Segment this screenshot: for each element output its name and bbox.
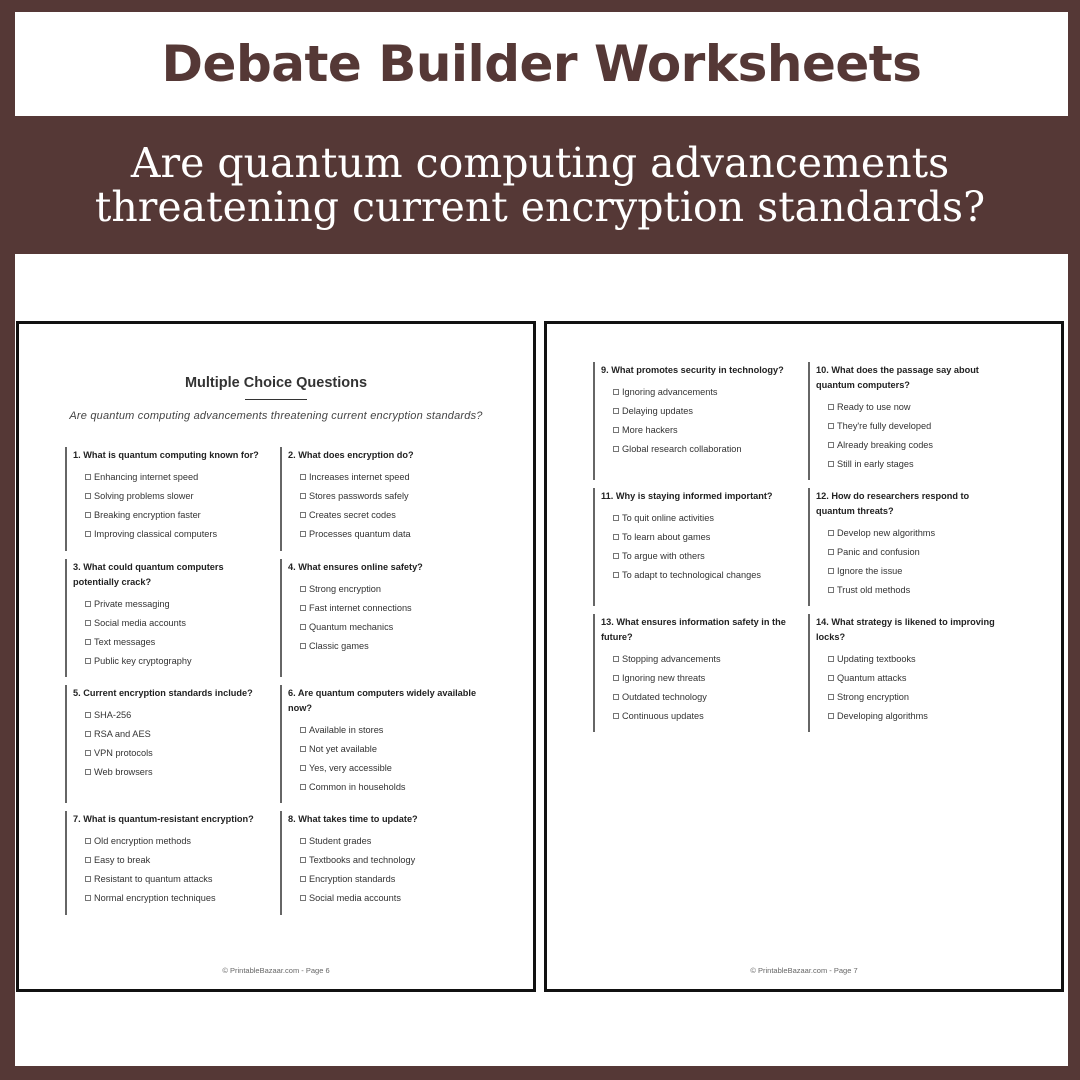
answer-option[interactable]: Ignoring new threats — [601, 669, 793, 688]
question-block — [593, 614, 793, 732]
question-text: 1. What is quantum computing known for? — [73, 450, 259, 460]
checkbox-icon — [828, 442, 834, 448]
page-footer: © PrintableBazaar.com - Page 6 — [222, 966, 330, 975]
checkbox-icon — [300, 765, 306, 771]
debate-question-line-2: threatening current encryption standards? — [94, 183, 986, 231]
checkbox-icon — [613, 675, 619, 681]
answer-option[interactable]: Public key cryptography — [73, 652, 265, 671]
worksheet-page-left — [16, 321, 536, 992]
answer-option[interactable]: Strong encryption — [288, 580, 480, 599]
checkbox-icon — [613, 408, 619, 414]
checkbox-icon — [85, 601, 91, 607]
question-text: 12. How do researchers respond to quantum threats? — [816, 491, 970, 516]
checkbox-icon — [85, 731, 91, 737]
checkbox-icon — [300, 876, 306, 882]
checkbox-icon — [85, 750, 91, 756]
checkbox-icon — [85, 895, 91, 901]
answer-option[interactable]: Social media accounts — [73, 614, 265, 633]
page-footer: © PrintableBazaar.com - Page 7 — [750, 966, 858, 975]
question-text: 10. What does the passage say about quantum computers? — [816, 365, 979, 390]
checkbox-icon — [828, 656, 834, 662]
answer-option[interactable]: Ignoring advancements — [601, 383, 793, 402]
checkbox-icon — [85, 876, 91, 882]
checkbox-icon — [613, 427, 619, 433]
checkbox-icon — [300, 857, 306, 863]
answer-option[interactable]: Easy to break — [73, 851, 265, 870]
question-block — [593, 362, 793, 480]
question-text: 5. Current encryption standards include? — [73, 688, 253, 698]
answer-option[interactable]: Continuous updates — [601, 707, 793, 726]
answer-option[interactable]: Ready to use now — [816, 398, 1008, 417]
question-block — [65, 447, 265, 551]
answer-option[interactable]: Already breaking codes — [816, 436, 1008, 455]
checkbox-icon — [300, 895, 306, 901]
page-subtitle: Are quantum computing advancements threatening current encryption standards? — [69, 410, 483, 422]
question-text: 4. What ensures online safety? — [288, 562, 423, 572]
answer-option[interactable]: Global research collaboration — [601, 440, 793, 459]
answer-option[interactable]: Stores passwords safely — [288, 487, 480, 506]
answer-option[interactable]: Delaying updates — [601, 402, 793, 421]
checkbox-icon — [613, 656, 619, 662]
answer-option[interactable]: VPN protocols — [73, 744, 265, 763]
checkbox-icon — [828, 423, 834, 429]
checkbox-icon — [85, 512, 91, 518]
checkbox-icon — [828, 694, 834, 700]
checkbox-icon — [300, 643, 306, 649]
question-block — [65, 811, 265, 915]
question-block — [65, 559, 265, 677]
question-block — [593, 488, 793, 606]
answer-option[interactable]: Outdated technology — [601, 688, 793, 707]
checkbox-icon — [613, 515, 619, 521]
answer-option[interactable]: Classic games — [288, 637, 480, 656]
checkbox-icon — [613, 446, 619, 452]
checkbox-icon — [85, 658, 91, 664]
answer-option[interactable]: Still in early stages — [816, 455, 1008, 474]
preview-canvas — [15, 254, 1068, 1066]
answer-option[interactable]: Creates secret codes — [288, 506, 480, 525]
title-divider — [245, 399, 307, 400]
answer-option[interactable]: Strong encryption — [816, 688, 1008, 707]
checkbox-icon — [300, 624, 306, 630]
checkbox-icon — [828, 568, 834, 574]
question-block — [65, 685, 265, 803]
answer-option[interactable]: Trust old methods — [816, 581, 1008, 600]
answer-option[interactable]: More hackers — [601, 421, 793, 440]
checkbox-icon — [613, 553, 619, 559]
debate-question-line-1: Are quantum computing advancements — [130, 139, 950, 187]
checkbox-icon — [300, 474, 306, 480]
answer-option[interactable]: Resistant to quantum attacks — [73, 870, 265, 889]
checkbox-icon — [300, 512, 306, 518]
question-text: 13. What ensures information safety in the future? — [601, 617, 786, 642]
checkbox-icon — [300, 746, 306, 752]
answer-option[interactable]: Student grades — [288, 832, 480, 851]
question-block — [808, 488, 1008, 606]
question-text: 14. What strategy is likened to improving locks? — [816, 617, 995, 642]
checkbox-icon — [85, 712, 91, 718]
checkbox-icon — [828, 461, 834, 467]
debate-question — [0, 116, 1080, 254]
answer-option[interactable]: To argue with others — [601, 547, 793, 566]
answer-option[interactable]: SHA-256 — [73, 706, 265, 725]
answer-option[interactable]: Panic and confusion — [816, 543, 1008, 562]
checkbox-icon — [85, 857, 91, 863]
checkbox-icon — [300, 586, 306, 592]
answer-option[interactable]: Developing algorithms — [816, 707, 1008, 726]
answer-option[interactable]: Private messaging — [73, 595, 265, 614]
question-text: 2. What does encryption do? — [288, 450, 414, 460]
checkbox-icon — [613, 572, 619, 578]
checkbox-icon — [613, 713, 619, 719]
answer-option[interactable]: Processes quantum data — [288, 525, 480, 544]
checkbox-icon — [85, 639, 91, 645]
checkbox-icon — [85, 620, 91, 626]
answer-option[interactable]: Normal encryption techniques — [73, 889, 265, 908]
question-block — [280, 559, 480, 677]
checkbox-icon — [613, 389, 619, 395]
answer-option[interactable]: To learn about games — [601, 528, 793, 547]
worksheet-page-right — [544, 321, 1064, 992]
answer-option[interactable]: Old encryption methods — [73, 832, 265, 851]
answer-option[interactable]: Textbooks and technology — [288, 851, 480, 870]
checkbox-icon — [300, 531, 306, 537]
question-text: 7. What is quantum-resistant encryption? — [73, 814, 254, 824]
checkbox-icon — [300, 838, 306, 844]
checkbox-icon — [300, 784, 306, 790]
answer-option[interactable]: Enhancing internet speed — [73, 468, 265, 487]
answer-option[interactable]: Encryption standards — [288, 870, 480, 889]
answer-option[interactable]: Increases internet speed — [288, 468, 480, 487]
answer-option[interactable]: Quantum attacks — [816, 669, 1008, 688]
header-banner — [15, 12, 1068, 116]
answer-option[interactable]: Updating textbooks — [816, 650, 1008, 669]
brand-title: Debate Builder Worksheets — [161, 35, 922, 93]
checkbox-icon — [613, 534, 619, 540]
answer-option[interactable]: Available in stores — [288, 721, 490, 740]
answer-option[interactable]: Solving problems slower — [73, 487, 265, 506]
question-text: 9. What promotes security in technology? — [601, 365, 784, 375]
question-block — [280, 811, 480, 915]
answer-option[interactable]: Social media accounts — [288, 889, 480, 908]
question-block — [808, 362, 1008, 480]
answer-option[interactable]: Web browsers — [73, 763, 265, 782]
checkbox-icon — [300, 493, 306, 499]
checkbox-icon — [828, 530, 834, 536]
checkbox-icon — [85, 531, 91, 537]
question-block — [280, 685, 490, 803]
answer-option[interactable]: Common in households — [288, 778, 490, 797]
question-block — [808, 614, 1008, 732]
answer-option[interactable]: They're fully developed — [816, 417, 1008, 436]
answer-option[interactable]: Stopping advancements — [601, 650, 793, 669]
checkbox-icon — [85, 838, 91, 844]
checkbox-icon — [828, 587, 834, 593]
question-block — [280, 447, 480, 551]
page-title: Multiple Choice Questions — [184, 375, 368, 391]
answer-option[interactable]: Not yet available — [288, 740, 490, 759]
question-text: 11. Why is staying informed important? — [601, 491, 773, 501]
answer-option[interactable]: Breaking encryption faster — [73, 506, 265, 525]
answer-option[interactable]: To adapt to technological changes — [601, 566, 793, 585]
question-text: 3. What could quantum computers potentially crack? — [73, 562, 224, 587]
answer-option[interactable]: Improving classical computers — [73, 525, 265, 544]
answer-option[interactable]: Fast internet connections — [288, 599, 480, 618]
question-text: 8. What takes time to update? — [288, 814, 418, 824]
answer-option[interactable]: Quantum mechanics — [288, 618, 480, 637]
answer-option[interactable]: Text messages — [73, 633, 265, 652]
checkbox-icon — [828, 713, 834, 719]
checkbox-icon — [85, 474, 91, 480]
checkbox-icon — [85, 493, 91, 499]
checkbox-icon — [300, 727, 306, 733]
checkbox-icon — [300, 605, 306, 611]
checkbox-icon — [828, 675, 834, 681]
answer-option[interactable]: Develop new algorithms — [816, 524, 1008, 543]
answer-option[interactable]: To quit online activities — [601, 509, 793, 528]
answer-option[interactable]: RSA and AES — [73, 725, 265, 744]
checkbox-icon — [613, 694, 619, 700]
question-text: 6. Are quantum computers widely available now? — [288, 688, 477, 713]
checkbox-icon — [85, 769, 91, 775]
checkbox-icon — [828, 549, 834, 555]
answer-option[interactable]: Ignore the issue — [816, 562, 1008, 581]
answer-option[interactable]: Yes, very accessible — [288, 759, 490, 778]
checkbox-icon — [828, 404, 834, 410]
